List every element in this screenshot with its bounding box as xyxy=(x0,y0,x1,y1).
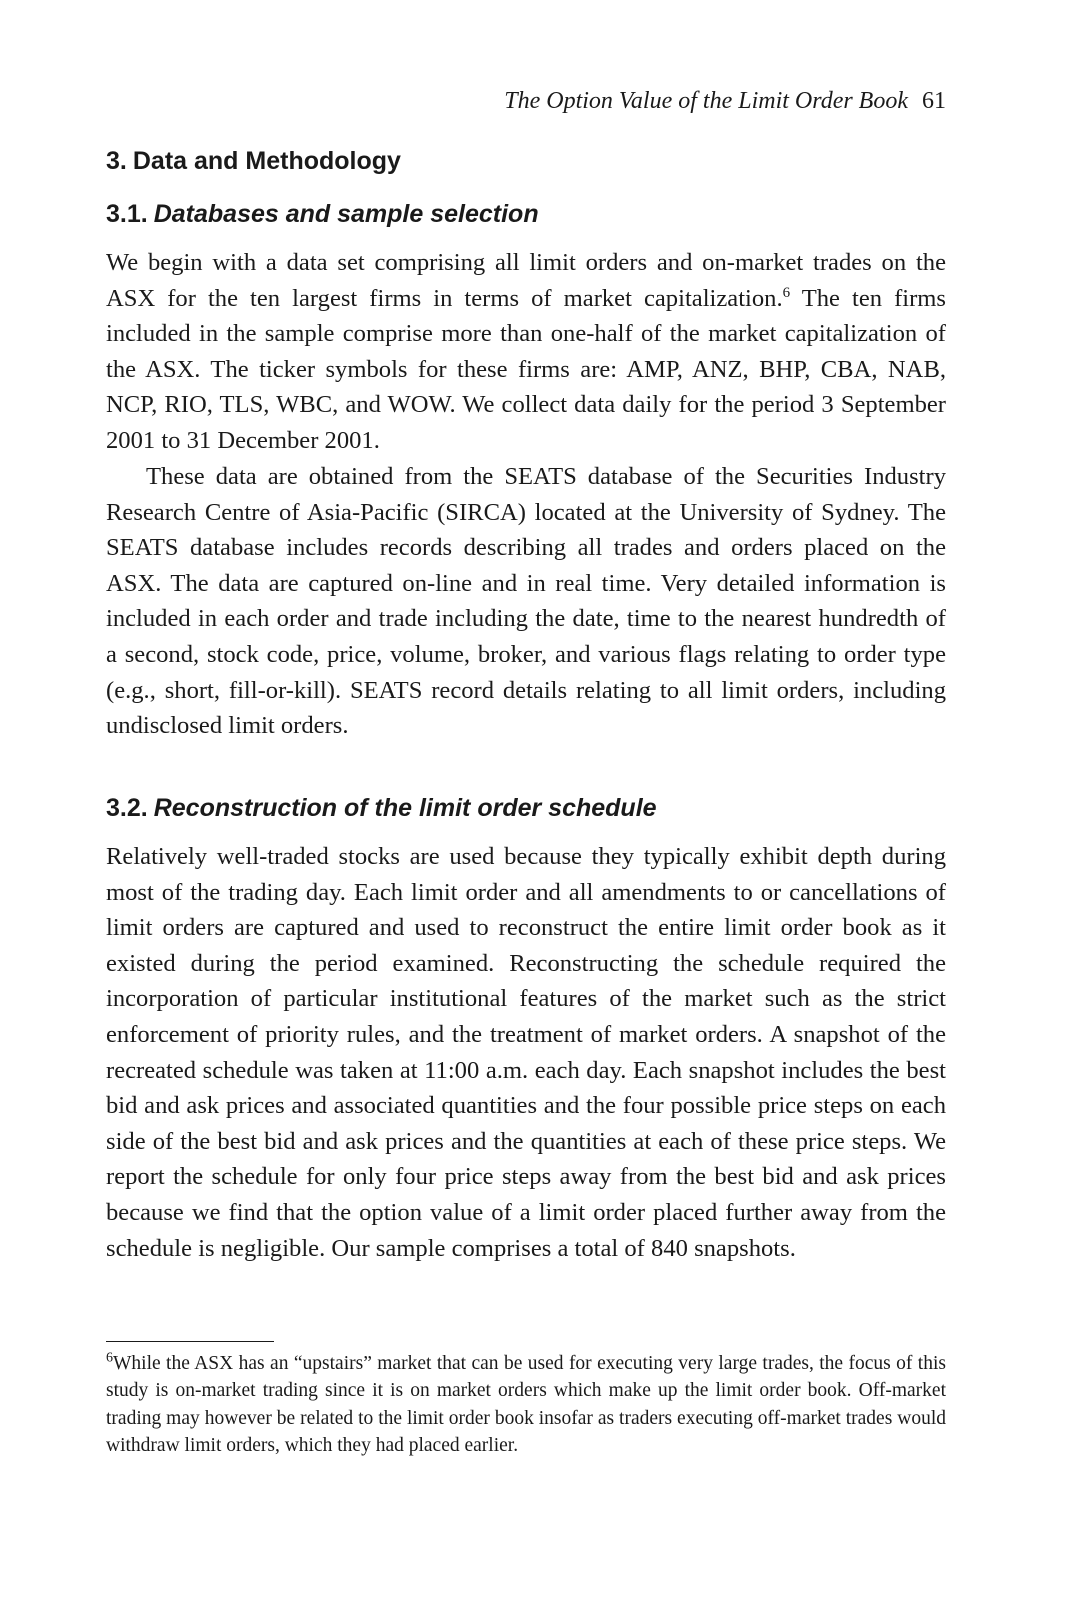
footnote-marker: 6 xyxy=(106,1350,113,1366)
footnote xyxy=(106,1350,946,1460)
paragraph-text: The ten firms included in the sample comprise more than one-half of the market capitalization of the ASX. The ticker symbols for these firms are: AMP, ANZ, BHP, CBA, NAB, NCP, RIO, TLS, WBC, and WOW. We collect data daily for the period 3 September 2001 to 31 December 2001. xyxy=(106,284,946,454)
footnote-reference: 6 xyxy=(782,284,791,301)
running-head-title: The Option Value of the Limit Order Book xyxy=(504,88,908,114)
subsection-title: Reconstruction of the limit order schedule xyxy=(153,794,657,822)
section-number: 3. xyxy=(106,147,127,175)
paragraph-3-1-a xyxy=(106,245,946,459)
footnote-text: While the ASX has an “upstairs” market that can be used for executing very large trades, the focus of this study is on-market trading since it is on market orders which make up the limit order book. Off-market trading may however be related to the limit order book insofar as traders executing off-market trades would withdraw limit orders, which they had placed earlier. xyxy=(106,1353,946,1457)
paragraph-text: We begin with a data set comprising all limit orders and on-market trades on the ASX for the ten largest firms in terms of market capitalization. xyxy=(106,249,946,312)
subsection-number: 3.2. xyxy=(106,794,148,822)
subsection-title: Databases and sample selection xyxy=(153,200,539,228)
running-head xyxy=(106,86,946,116)
section-heading-3 xyxy=(106,146,401,176)
subsection-heading-3-2 xyxy=(106,793,657,823)
footnote-divider xyxy=(106,1341,274,1342)
paragraph-3-2: Relatively well-traded stocks are used because they typically exhibit depth during most of the trading day. Each limit order and all amendments to or cancellations of limit orders are captured and used to reconstruct the entire limit order book as it existed during the period examined. Reconstructing the schedule required the incorporation of particular institutional features of the market such as the strict enforcement of priority rules, and the treatment of market orders. A snapshot of the recreated schedule was taken at 11:00 a.m. each day. Each snapshot includes the best bid and ask prices and associated quantities and the four possible price steps on each side of the best bid and ask prices and the quantities at each of these price steps. We report the schedule for only four price steps away from the best bid and ask prices because we find that the option value of a limit order placed further away from the schedule is negligible. Our sample comprises a total of 840 snapshots. xyxy=(106,843,946,1262)
page-number: 61 xyxy=(922,88,946,114)
subsection-heading-3-1 xyxy=(106,199,539,229)
section-title: Data and Methodology xyxy=(132,147,401,175)
subsection-number: 3.1. xyxy=(106,200,148,228)
paragraph-3-1-b: These data are obtained from the SEATS database of the Securities Industry Research Centre of Asia-Pacific (SIRCA) located at the University of Sydney. The SEATS database includes records describing all trades and orders placed on the ASX. The data are captured on-line and in real time. Very detailed information is included in each order and trade including the date, time to the nearest hundredth of a second, stock code, price, volume, broker, and various flags relating to order type (e.g., short, fill-or-kill). SEATS record details relating to all limit orders, including undisclosed limit orders. xyxy=(106,463,946,740)
